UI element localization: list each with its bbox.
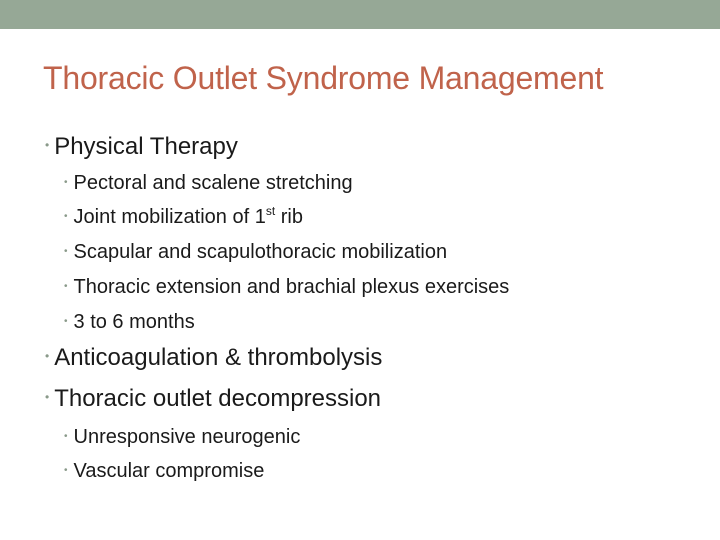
sub-bullet-text: Thoracic extension and brachial plexus exercises <box>73 276 510 298</box>
sub-bullet-text: Pectoral and scalene stretching <box>73 172 353 194</box>
bullet-decompression <box>45 385 381 413</box>
bullet-text: Anticoagulation & thrombolysis <box>54 344 383 371</box>
sub-bullet-text: Joint mobilization of 1 <box>73 206 266 228</box>
bullet-physical-therapy <box>45 133 238 161</box>
bullet-text: Thoracic outlet decompression <box>54 385 382 412</box>
bullet-icon: • <box>64 316 68 327</box>
sub-bullet-text: Unresponsive neurogenic <box>73 426 301 448</box>
slide-title: Thoracic Outlet Syndrome Management <box>43 60 604 96</box>
sub-bullet-stretching <box>64 172 353 195</box>
sub-bullet-thoracic-extension <box>64 276 509 299</box>
bullet-icon: • <box>64 177 68 188</box>
sub-bullet-joint-mobilization <box>64 206 303 229</box>
bullet-icon: • <box>64 431 68 442</box>
sub-bullet-neurogenic <box>64 426 300 449</box>
superscript-text: st <box>265 204 276 218</box>
bullet-icon: • <box>64 246 68 257</box>
sub-bullet-text-end: rib <box>275 206 303 228</box>
sub-bullet-text: Vascular compromise <box>73 460 265 482</box>
bullet-icon: • <box>45 349 50 363</box>
sub-bullet-text: 3 to 6 months <box>73 311 195 333</box>
sub-bullet-scapular <box>64 241 447 264</box>
bullet-text: Physical Therapy <box>54 133 238 160</box>
bullet-icon: • <box>45 138 50 152</box>
sub-bullet-vascular <box>64 460 264 483</box>
sub-bullet-duration <box>64 311 195 334</box>
bullet-icon: • <box>45 390 50 404</box>
bullet-icon: • <box>64 465 68 476</box>
bullet-icon: • <box>64 211 68 222</box>
bullet-icon: • <box>64 281 68 292</box>
sub-bullet-text: Scapular and scapulothoracic mobilization <box>73 241 448 263</box>
bullet-anticoagulation <box>45 344 382 372</box>
